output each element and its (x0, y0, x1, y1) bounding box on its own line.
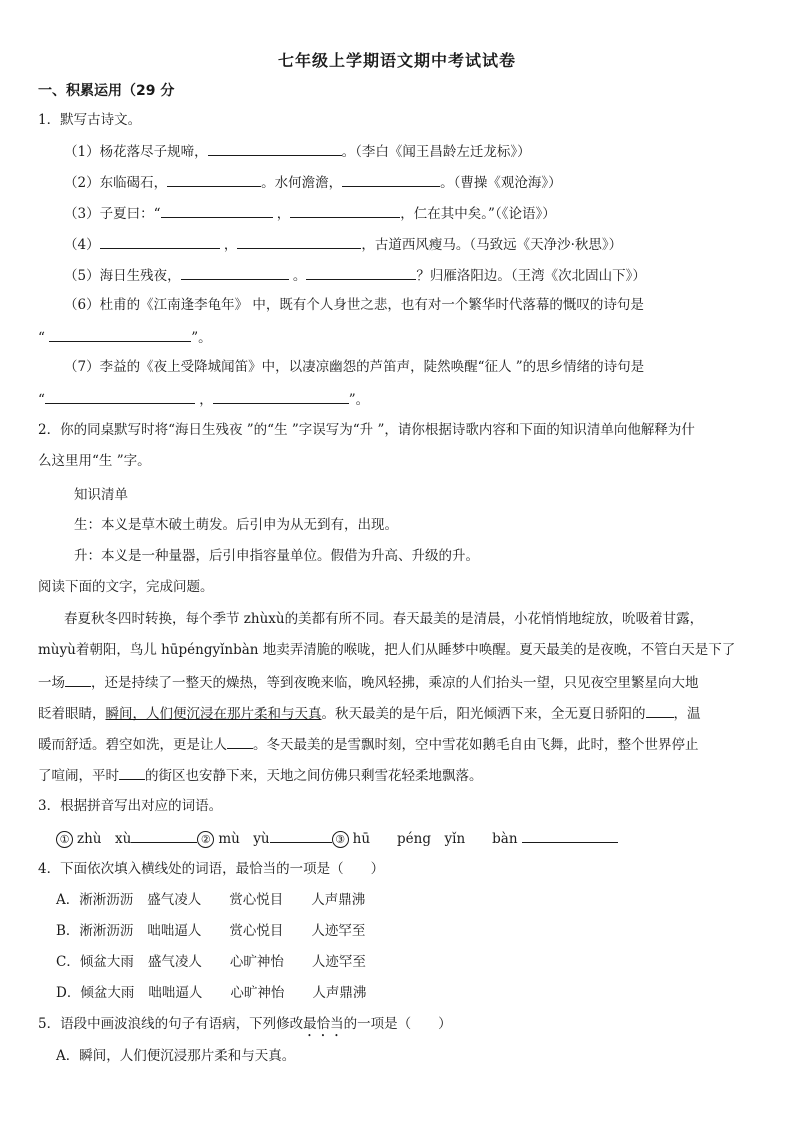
answer-blank[interactable] (65, 672, 91, 687)
answer-blank[interactable] (49, 327, 191, 342)
passage-line-3: 一场 ，还是持续了一整天的燥热，等到夜晚来临，晚风轻拂，乘凉的人们抬头一望，只见夜空里繁星向大地 (38, 672, 699, 692)
passage-line-6: 了喧闹，平时 的街区也安静下来，天地之间仿佛只剩雪花轻柔地飘落。 (38, 765, 483, 785)
answer-blank[interactable] (119, 765, 145, 780)
option-c[interactable]: C．倾盆大雨 盛气凌人 心旷神怡 人迹罕至 (56, 954, 366, 970)
knowledge-list-title: 知识清单 (74, 487, 128, 503)
number-circle: ② (197, 831, 214, 848)
question-3-stem: 3．根据拼音写出对应的词语。 (38, 798, 223, 814)
answer-blank[interactable] (306, 265, 416, 280)
knowledge-sheng-upgrade: 升：本义是一种量器，后引申指容量单位。假借为升高、升级的升。 (74, 548, 479, 564)
option-b[interactable]: B．淅淅沥沥 咄咄逼人 赏心悦目 人迹罕至 (56, 923, 366, 939)
answer-blank[interactable] (208, 141, 342, 156)
option-d[interactable]: D．倾盆大雨 咄咄逼人 心旷神怡 人声鼎沸 (56, 985, 367, 1001)
question-4-stem: 4．下面依次填入横线处的词语，最恰当的一项是（ ） (38, 861, 385, 877)
q1-item-1: （1）杨花落尽子规啼， 。（李白《闻王昌龄左迁龙标》） (64, 141, 531, 161)
reading-intro: 阅读下面的文字，完成问题。 (38, 579, 214, 595)
answer-blank[interactable] (227, 734, 253, 749)
q5-option-a[interactable]: A．瞬间，人们便沉浸那片柔和与天真。 (56, 1048, 296, 1064)
passage-line-1: 春夏秋冬四时转换，每个季节 zhùxù的美都有所不同。春天最美的是清晨，小花悄悄地绽放，吮吸着甘露， (64, 611, 704, 627)
answer-blank[interactable] (646, 703, 674, 718)
answer-blank[interactable] (237, 234, 361, 249)
emphasized-text: 最恰当 (303, 1016, 344, 1032)
q1-item-4: （4） ， ，古道西风瘦马。（马致远《天净沙·秋思》） (64, 234, 622, 254)
q1-item-7-answer: “ ， ”。 (38, 389, 369, 409)
q1-item-3: （3）子夏曰：“ ， ，仁在其中矣。”（《论语》） (64, 203, 556, 223)
question-1-stem: 1．默写古诗文。 (38, 112, 142, 128)
answer-blank[interactable] (290, 203, 400, 218)
section-heading: 一、积累运用（29 分 (38, 83, 175, 99)
answer-blank[interactable] (131, 828, 197, 843)
question-5-stem: 5．语段中画波浪线的句子有语病，下列修改最恰当的一项是（ ） (38, 1016, 452, 1032)
knowledge-sheng: 生：本义是草木破土萌发。后引申为从无到有，出现。 (74, 517, 398, 533)
q1-item-7: （7）李益的《夜上受降城闻笛》中，以凄凉幽怨的芦笛声，陡然唤醒“征人 ”的思乡情绪的诗句是 (64, 359, 645, 375)
passage-line-4: 眨着眼睛，瞬间，人们便沉浸在那片柔和与天真。秋天最美的是午后，阳光倾洒下来，全无夏日骄阳的 ，温 (38, 703, 701, 723)
answer-blank[interactable] (342, 172, 440, 187)
answer-blank[interactable] (522, 828, 618, 843)
passage-line-5: 暖而舒适。碧空如洗，更是让人 。冬天最美的是雪飘时刻，空中雪花如鹅毛自由飞舞，此时，整个世界停止 (38, 734, 699, 754)
page-title: 七年级上学期语文期中考试试卷 (277, 51, 516, 70)
question-2-stem: 2．你的同桌默写时将“海日生残夜 ”的“生 ”字误写为“升 ”，请你根据诗歌内容和下面的知识清单向他解释为什 (38, 422, 695, 438)
question-2-stem-cont: 么这里用“生 ”字。 (38, 453, 151, 469)
option-a[interactable]: A．淅淅沥沥 盛气凌人 赏心悦目 人声鼎沸 (56, 892, 366, 908)
q1-item-6-answer: “ ”。 (38, 327, 212, 347)
answer-blank[interactable] (167, 172, 261, 187)
answer-blank[interactable] (213, 389, 349, 404)
q1-item-2: （2）东临碣石， 。水何澹澹， 。（曹操《观沧海》） (64, 172, 562, 192)
pinyin-row: ① zhù xù ② mù yù ③ hū péng yǐn bàn (56, 828, 618, 848)
number-circle: ① (56, 831, 73, 848)
answer-blank[interactable] (161, 203, 273, 218)
answer-blank[interactable] (100, 234, 220, 249)
answer-blank[interactable] (270, 828, 332, 843)
number-circle: ③ (332, 831, 349, 848)
q1-item-5: （5）海日生残夜， 。 ？归雁洛阳边。（王湾《次北固山下》） (64, 265, 646, 285)
wavy-underlined-sentence: 瞬间，人们便沉浸在那片柔和与天真 (105, 706, 322, 722)
passage-line-2: mùyù着朝阳，鸟儿 hūpéngyǐnbàn 地卖弄清脆的喉咙，把人们从睡梦中唤醒。夏天最美的是夜晚，不管白天是下了 (38, 642, 736, 658)
answer-blank[interactable] (45, 389, 195, 404)
q1-item-6: （6）杜甫的《江南逢李龟年》 中，既有个人身世之悲，也有对一个繁华时代落幕的慨叹的诗句是 (64, 297, 644, 313)
answer-blank[interactable] (181, 265, 289, 280)
